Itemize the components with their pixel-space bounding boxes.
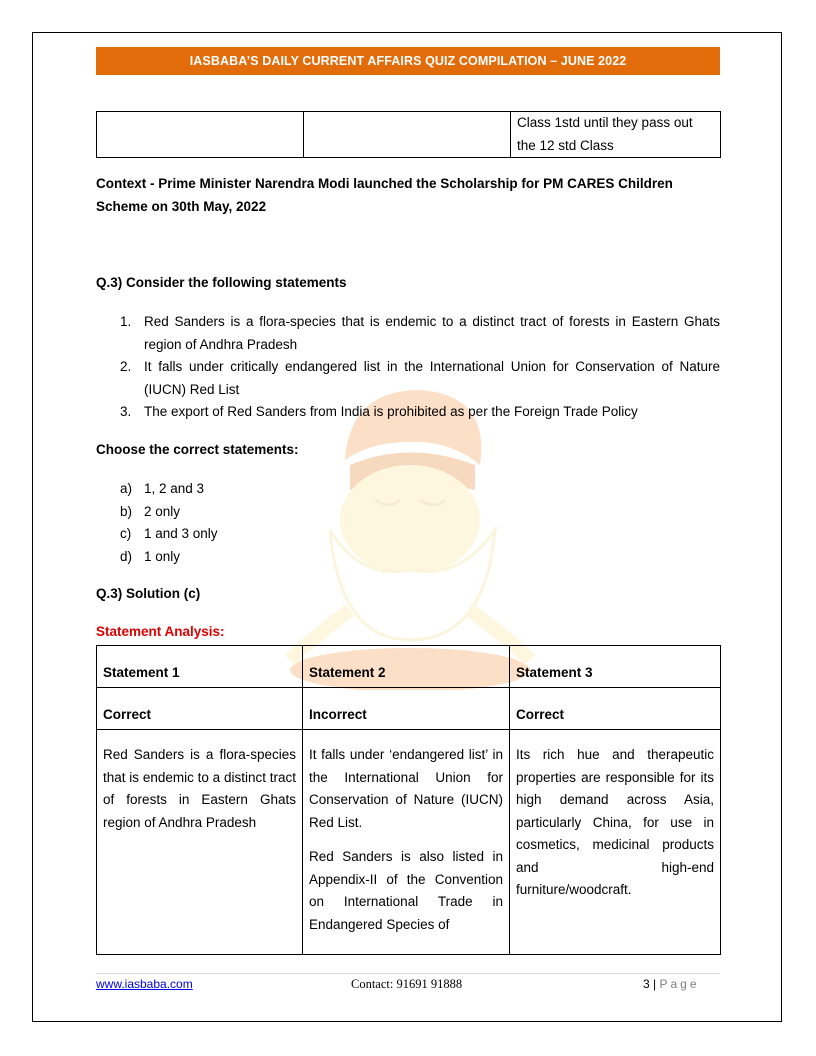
statement-text: Red Sanders is a flora-species that is endemic to a distinct tract of forests in Eastern Ghats region of Andhra Pradesh <box>144 314 720 352</box>
statement-list <box>120 311 720 424</box>
footer-page-indicator <box>643 977 700 991</box>
option-label: a) <box>120 481 133 496</box>
option-a <box>120 478 218 501</box>
statement-analysis-title: Statement Analysis: <box>96 624 225 639</box>
document-header <box>96 47 720 75</box>
statement-number: 2. <box>120 359 132 374</box>
website-link[interactable]: www.iasbaba.com <box>96 977 193 991</box>
context-text: Context - Prime Minister Narendra Modi launched the Scholarship for PM CARES Children Scheme on 30th May, 2022 <box>96 176 673 214</box>
option-d <box>120 546 218 569</box>
table-cell <box>97 112 304 158</box>
column-header: Statement 2 <box>303 646 510 688</box>
page-number: 3 <box>643 977 650 991</box>
explanation-cell <box>97 730 303 955</box>
statement-number: 3. <box>120 404 132 419</box>
column-header: Statement 1 <box>97 646 303 688</box>
list-item <box>120 401 720 424</box>
footer-contact: Contact: 91691 91888 <box>351 977 463 991</box>
question-heading: Q.3) Consider the following statements <box>96 275 347 290</box>
explanation-text: Red Sanders is a flora-species that is endemic to a distinct tract of forests in Eastern Ghats region of Andhra Pradesh <box>103 747 296 830</box>
table-cell: Class 1std until they pass out the 12 std Class <box>511 112 721 158</box>
verdict-row <box>97 688 721 730</box>
option-c <box>120 523 218 546</box>
column-header: Statement 3 <box>510 646 721 688</box>
page-label: Page <box>659 977 700 991</box>
statement-analysis-table <box>96 645 721 955</box>
explanation-text: Its rich hue and therapeutic properties are responsible for its high demand across Asia, particularly China, for use in cosmetics, medicinal products and high-end furniture/woodcraft. <box>516 747 714 897</box>
list-item <box>120 311 720 356</box>
option-text: 2 only <box>144 503 181 519</box>
statement-number: 1. <box>120 314 132 329</box>
explanation-cell <box>303 730 510 955</box>
choose-prompt: Choose the correct statements: <box>96 442 299 457</box>
verdict-cell: Correct <box>510 688 721 730</box>
explanation-cell <box>510 730 721 955</box>
header-title: IASBABA’S DAILY CURRENT AFFAIRS QUIZ COMPILATION – JUNE 2022 <box>189 54 627 68</box>
option-b <box>120 501 218 524</box>
table-row <box>97 112 721 158</box>
solution-heading: Q.3) Solution (c) <box>96 586 201 601</box>
table-header-row <box>97 646 721 688</box>
explanation-row <box>97 730 721 955</box>
option-label: d) <box>120 548 133 564</box>
option-label: c) <box>120 526 132 541</box>
statement-text: The export of Red Sanders from India is prohibited as per the Foreign Trade Policy <box>144 404 638 419</box>
verdict-cell: Incorrect <box>303 688 510 730</box>
option-text: 1 and 3 only <box>144 526 218 541</box>
continued-table <box>96 111 721 158</box>
statement-text: It falls under critically endangered list in the International Union for Conservation of Nature (IUCN) Red List <box>144 359 720 397</box>
list-item <box>120 356 720 401</box>
options-list <box>120 478 218 568</box>
verdict-cell: Correct <box>97 688 303 730</box>
option-label: b) <box>120 503 133 519</box>
footer-divider <box>96 973 720 974</box>
footer-website[interactable] <box>96 977 193 991</box>
option-text: 1 only <box>144 548 181 564</box>
option-text: 1, 2 and 3 <box>144 481 205 496</box>
explanation-text: Red Sanders is also listed in Appendix-II of the Convention on International Trade in Endangered Species of <box>309 849 503 932</box>
page-separator: | <box>653 977 657 991</box>
explanation-text: It falls under ‘endangered list’ in the International Union for Conservation of Nature (IUCN) Red List. <box>309 747 503 830</box>
table-cell <box>304 112 511 158</box>
